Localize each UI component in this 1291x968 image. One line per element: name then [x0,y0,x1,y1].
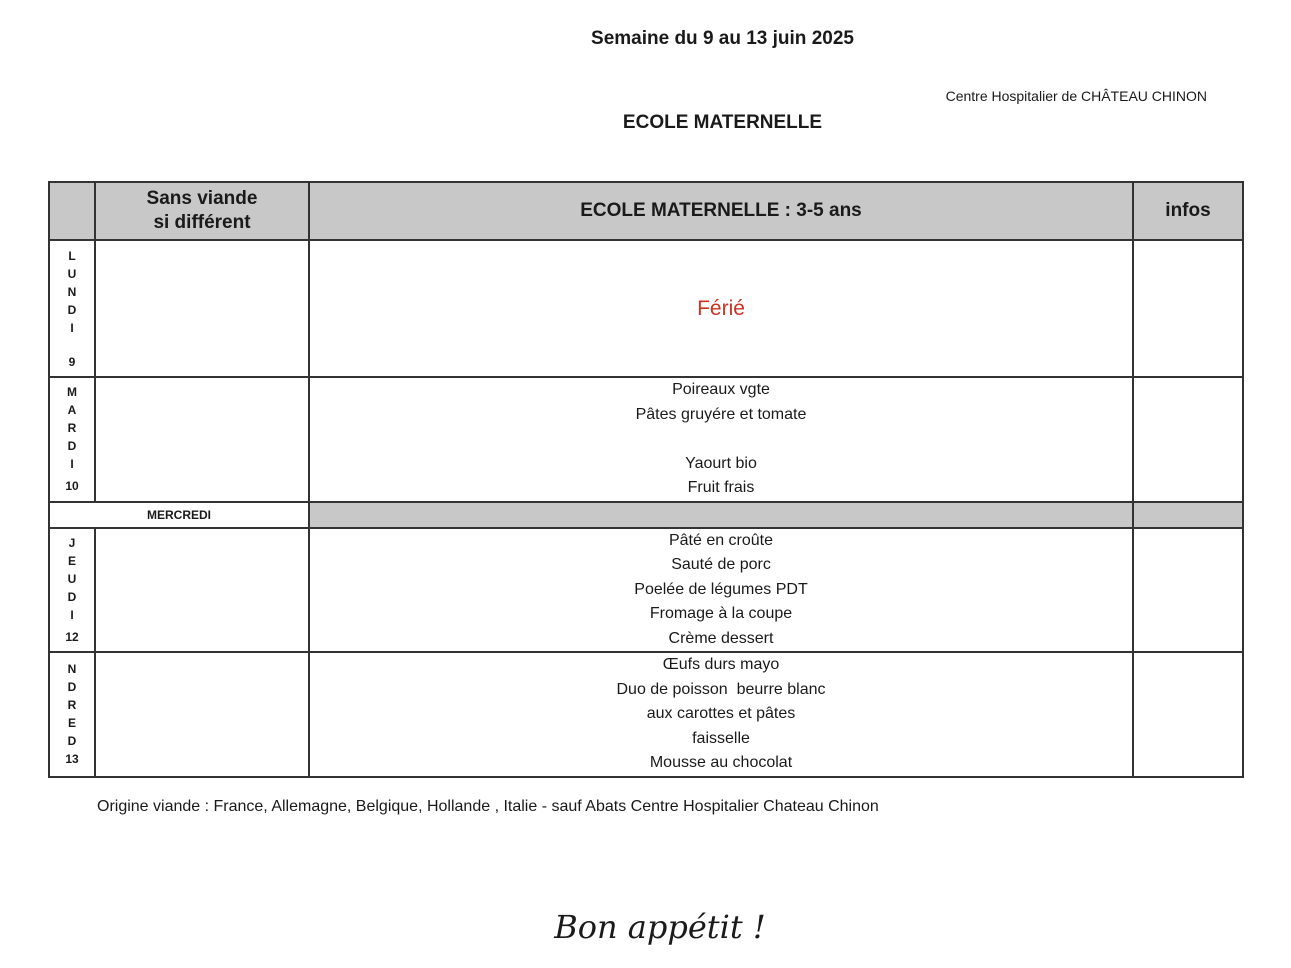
dish-item [310,427,1132,452]
header-no-meat-line1: Sans viande [146,188,258,209]
dish-item: aux carottes et pâtes [646,705,796,722]
header-infos: infos [1133,182,1243,240]
holiday-label: Férié [309,240,1133,377]
day-letter: D [67,439,77,454]
day-letter: D [67,589,77,604]
day-label-vendredi [49,652,95,777]
day-number: 10 [65,479,79,494]
infos-cell-vendredi [1133,652,1243,777]
day-letter: R [67,698,77,713]
dish-item: Œufs durs mayo [662,656,780,673]
day-letter: I [70,607,74,622]
header-day-cell [49,182,95,240]
row-mercredi [49,502,1243,528]
dish-item: Fromage à la coupe [649,605,793,622]
day-label-mardi [49,377,95,502]
week-title: Semaine du 9 au 13 juin 2025 [591,28,854,49]
no-meat-cell-jeudi [95,528,309,653]
dish-item: Crème dessert [668,629,774,647]
infos-cell-lundi [1133,240,1243,377]
infos-cell-jeudi [1133,528,1243,653]
no-meat-cell-vendredi [95,652,309,777]
mercredi-main-cell [309,502,1133,528]
day-letter: L [68,248,76,263]
day-label-mercredi: MERCREDI [49,502,309,528]
day-letter: N [67,284,77,299]
day-letter: E [67,553,76,568]
infos-cell-mercredi [1133,502,1243,528]
header-main: ECOLE MATERNELLE : 3-5 ans [309,182,1133,240]
infos-cell-mardi [1133,377,1243,502]
table-header-row [49,182,1243,240]
menu-table [48,181,1244,778]
dish-item: Mousse au chocolat [649,754,793,771]
dish-item: Yaourt bio [685,454,757,472]
day-letter: R [67,421,77,436]
dishes-vendredi [309,652,1133,777]
day-label-jeudi [49,528,95,653]
dish-item: Pâté en croûte [668,531,774,549]
day-letter: J [68,535,76,550]
day-number: 9 [68,354,76,369]
day-letter: I [70,320,74,335]
day-letter: D [67,734,77,749]
day-letter: E [67,716,76,731]
row-lundi [49,240,1243,377]
row-mardi [49,377,1243,502]
dish-item: Poireaux vgte [672,381,770,398]
dish-item: Pâtes gruyére et tomate [635,405,807,423]
dish-item: Poelée de légumes PDT [634,580,808,598]
closing-text: Bon appétit ! [554,908,766,946]
header-no-meat-line2: si différent [153,212,251,233]
day-number: 12 [65,629,79,644]
day-label-lundi [49,240,95,377]
dishes-jeudi [309,528,1133,653]
no-meat-cell-lundi [95,240,309,377]
day-letter: U [67,266,77,281]
hospital-name: Centre Hospitalier de CHÂTEAU CHINON [945,88,1207,104]
day-letter: U [67,571,77,586]
row-jeudi [49,528,1243,653]
day-letter: N [67,662,77,677]
row-vendredi [49,652,1243,777]
school-title: ECOLE MATERNELLE [622,112,823,133]
dish-item: Duo de poisson beurre blanc [616,680,826,698]
dish-item: faisselle [692,729,750,747]
day-letter: D [67,680,77,695]
day-letter: M [67,385,77,400]
day-letter: A [67,403,77,418]
dishes-mardi [309,377,1133,502]
header-no-meat [95,182,309,240]
meat-origin-note: Origine viande : France, Allemagne, Belgique, Hollande , Italie - sauf Abats Centre Hospitalier Chateau Chinon [97,798,879,815]
dish-item: Sauté de porc [671,556,771,573]
no-meat-cell-mardi [95,377,309,502]
dish-item: Fruit frais [687,479,755,496]
day-letter: I [70,457,74,472]
day-number: 13 [65,752,79,767]
day-letter: D [67,302,77,317]
